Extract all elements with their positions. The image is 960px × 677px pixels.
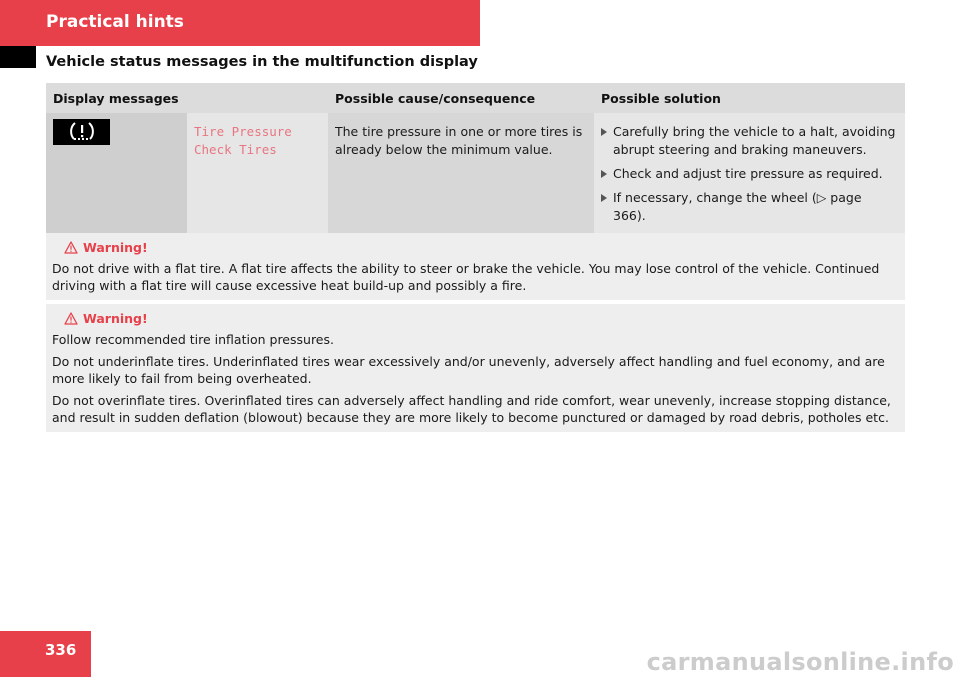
- column-header-possible-cause: Possible cause/consequence: [328, 83, 594, 113]
- tire-pressure-warning-icon: [53, 119, 110, 145]
- display-message-line: Check Tires: [194, 142, 277, 157]
- solution-text: Check and adjust tire pressure as required.: [613, 166, 883, 181]
- display-message-cell: [187, 113, 328, 233]
- warning-triangle-icon: [64, 241, 78, 254]
- warning-label: Warning!: [83, 240, 148, 255]
- status-message-table: [46, 83, 905, 233]
- warning-heading: [64, 239, 899, 256]
- warning-text: Do not drive with a flat tire. A flat tire affects the ability to steer or brake the vehicle. You may lose control of the vehicle. Continued driving with a flat tire will cause excessive heat build-up and possibly a fire.: [52, 261, 880, 293]
- cause-cell: [328, 113, 594, 233]
- section-title: Vehicle status messages in the multifunction display: [46, 54, 478, 70]
- table-row: [46, 113, 905, 233]
- table-header-row: [46, 83, 905, 113]
- cause-text: The tire pressure in one or more tires is already below the minimum value.: [335, 124, 583, 157]
- page-number: 336: [45, 641, 77, 659]
- solution-text: Carefully bring the vehicle to a halt, avoiding abrupt steering and braking maneuvers.: [613, 124, 896, 157]
- warning-text: Do not overinflate tires. Overinflated tires can adversely affect handling and ride comfort, wear unevenly, increase stopping distance, and result in sudden deflation (blowout) because they are more likely to become punctured or damaged by road debris, potholes etc.: [52, 393, 891, 425]
- column-header-possible-solution: Possible solution: [594, 83, 905, 113]
- warning-text: Do not underinflate tires. Underinflated tires wear excessively and/or unevenly, adversely affect handling and fuel economy, and are more likely to fail from being overheated.: [52, 354, 885, 386]
- solution-item: [601, 165, 898, 183]
- solution-cell: [594, 113, 905, 233]
- watermark: carmanualsonline.info: [646, 648, 954, 676]
- warning-box-flat-tire: [46, 233, 905, 300]
- chapter-marker: [0, 46, 36, 68]
- display-message-line: Tire Pressure: [194, 124, 292, 139]
- column-header-display-messages: Display messages: [46, 83, 328, 113]
- solution-item: [601, 123, 898, 159]
- bullet-arrow-icon: [601, 128, 607, 136]
- bullet-arrow-icon: [601, 194, 607, 202]
- solution-item: [601, 189, 898, 225]
- warning-text: Follow recommended tire inflation pressures.: [52, 332, 334, 347]
- warning-heading: [64, 310, 899, 327]
- warning-box-inflation: [46, 304, 905, 432]
- header-title: Practical hints: [46, 12, 184, 32]
- display-icon-cell: [46, 113, 187, 233]
- bullet-arrow-icon: [601, 170, 607, 178]
- solution-text: If necessary, change the wheel (▷ page 366).: [613, 190, 862, 223]
- warning-triangle-icon: [64, 312, 78, 325]
- warning-label: Warning!: [83, 311, 148, 326]
